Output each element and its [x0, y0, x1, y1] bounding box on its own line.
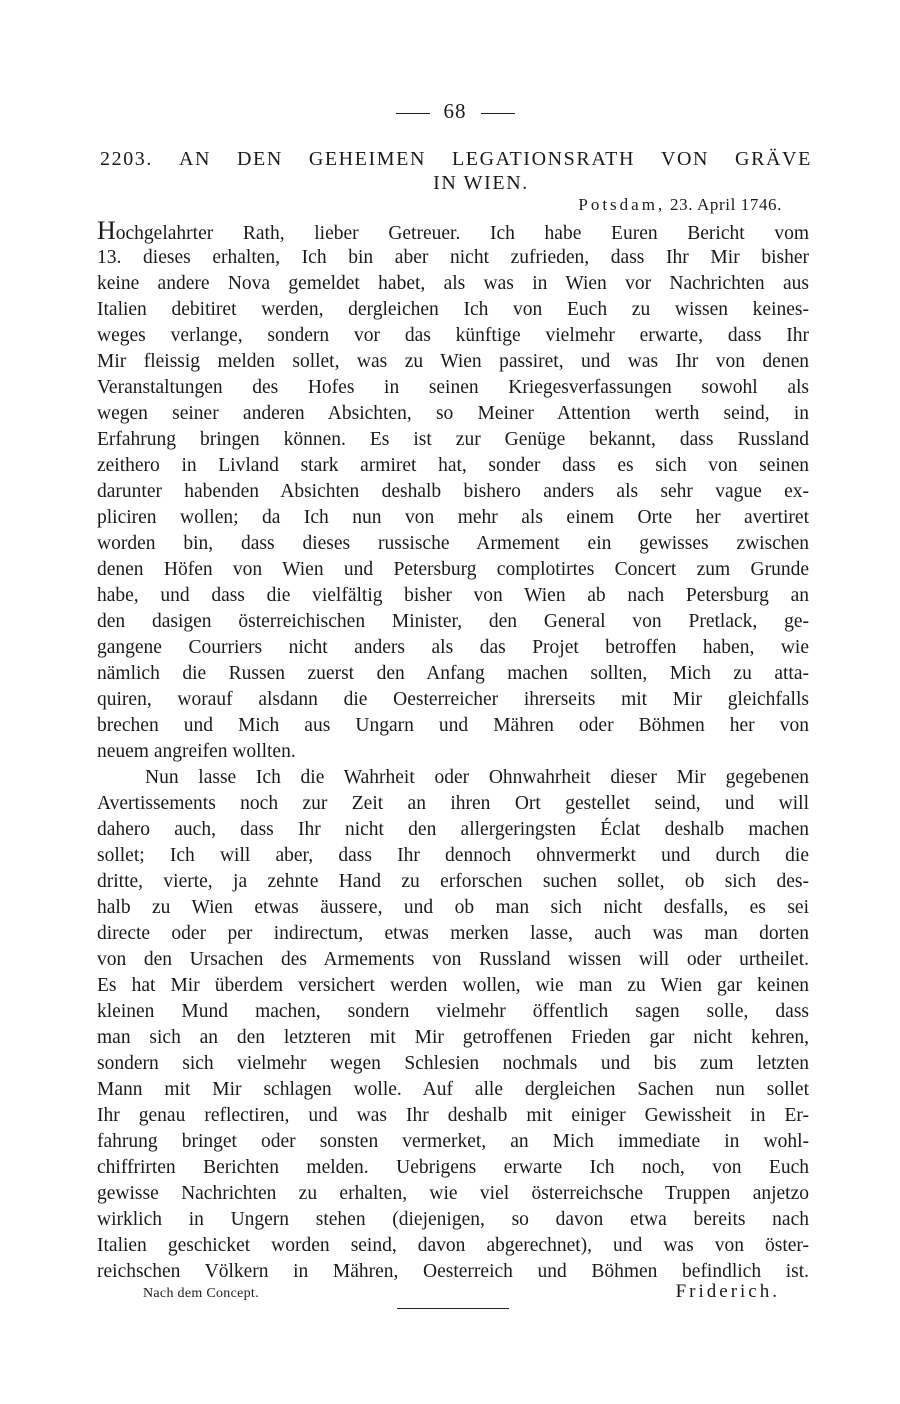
text-line: Nun lasse Ich die Wahrheit oder Ohnwahrheit dieser Mir gegebenen: [145, 767, 809, 788]
heading-word: GRÄVE: [735, 148, 812, 170]
text-line: 13. dieses erhalten, Ich bin aber nicht zufrieden, dass Ihr Mir bisher: [97, 247, 809, 268]
text-line: reichschen Völkern in Mähren, Oesterreich und Böhmen befindlich ist.: [97, 1261, 809, 1282]
text-line: keine andere Nova gemeldet habet, als was in Wien vor Nachrichten aus: [97, 273, 809, 294]
text-line: neuem angreifen wollten.: [97, 741, 296, 762]
source-note: Nach dem Concept.: [143, 1286, 259, 1301]
text-line: directe oder per indirectum, etwas merken lasse, auch was man dorten: [97, 923, 809, 944]
page-number-dash-left: [396, 113, 430, 114]
text-line: pliciren wollen; da Ich nun von mehr als einem Orte her avertiret: [97, 507, 809, 528]
text-line: chiffrirten Berichten melden. Uebrigens erwarte Ich noch, von Euch: [97, 1157, 809, 1178]
page-number-text: 68: [443, 99, 467, 123]
text-line: Avertissements noch zur Zeit an ihren Ort gestellet seind, und will: [97, 793, 809, 814]
text-line: habe, und dass die vielfältig bisher von Wien ab nach Petersburg an: [97, 585, 809, 606]
text-line: wirklich in Ungern stehen (diejenigen, so davon etwa bereits nach: [97, 1209, 809, 1230]
text-line: denen Höfen von Wien und Petersburg complotirtes Concert zum Grunde: [97, 559, 809, 580]
dateline-place: Potsdam,: [578, 195, 666, 214]
end-rule: [397, 1308, 509, 1309]
text-line: worden bin, dass dieses russische Armement ein gewisses zwischen: [97, 533, 809, 554]
text-line: halb zu Wien etwas äussere, und ob man sich nicht desfalls, es sei: [97, 897, 809, 918]
heading-word: AN: [178, 148, 212, 170]
text-line: wegen seiner anderen Absichten, so Meiner Attention werth seind, in: [97, 403, 809, 424]
text-line: kleinen Mund machen, sondern vielmehr öffentlich sagen solle, dass: [97, 1001, 809, 1022]
text-line: zeithero in Livland stark armiret hat, sonder dass es sich von seinen: [97, 455, 809, 476]
heading-word: DEN: [236, 148, 283, 170]
heading-line-2: IN WIEN.: [433, 172, 529, 194]
text-line: brechen und Mich aus Ungarn und Mähren oder Böhmen her von: [97, 715, 809, 736]
page-number: [0, 99, 900, 124]
text-line: gangene Courriers nicht anders als das Projet betroffen haben, wie: [97, 637, 809, 658]
text-line: von den Ursachen des Armements von Russland wissen will oder urtheilet.: [97, 949, 809, 970]
heading-word: VON: [660, 148, 710, 170]
text-line: sondern sich vielmehr wegen Schlesien nochmals und bis zum letzten: [97, 1053, 809, 1074]
text-line: [97, 216, 809, 245]
text-line: Veranstaltungen des Hofes in seinen Kriegesverfassungen sowohl als: [97, 377, 809, 398]
text-line: dritte, vierte, ja zehnte Hand zu erforschen suchen sollet, ob sich des-: [97, 871, 809, 892]
text-line: gewisse Nachrichten zu erhalten, wie viel österreichsche Truppen anjetzo: [97, 1183, 809, 1204]
dateline: [578, 195, 782, 215]
text-line: Mir fleissig melden sollet, was zu Wien passiret, und was Ihr von denen: [97, 351, 809, 372]
text-line: Italien geschicket worden seind, davon abgerechnet), und was von öster-: [97, 1235, 809, 1256]
text-line: Ihr genau reflectiren, und was Ihr deshalb mit einiger Gewissheit in Er-: [97, 1105, 809, 1126]
text-line: Es hat Mir überdem versichert werden wollen, wie man zu Wien gar keinen: [97, 975, 809, 996]
heading-line-1: [100, 147, 812, 171]
letter-heading: [100, 147, 812, 195]
text-line: Mann mit Mir schlagen wolle. Auf alle dergleichen Sachen nun sollet: [97, 1079, 809, 1100]
text-line-content: ochgelahrter Rath, lieber Getreuer. Ich habe Euren Bericht vom: [115, 223, 809, 244]
text-line: Italien debitiret werden, dergleichen Ich von Euch zu wissen keines-: [97, 299, 809, 320]
heading-word: LEGATIONSRATH: [451, 148, 636, 170]
page-number-dash-right: [481, 113, 515, 114]
signature: Friderich.: [675, 1281, 780, 1302]
initial-letter: H: [97, 216, 116, 245]
text-line: Erfahrung bringen können. Es ist zur Genüge bekannt, dass Russland: [97, 429, 809, 450]
text-line: den dasigen österreichischen Minister, den General von Pretlack, ge-: [97, 611, 809, 632]
dateline-date: 23. April 1746.: [670, 195, 782, 214]
text-line: sollet; Ich will aber, dass Ihr dennoch ohnvermerkt und durch die: [97, 845, 809, 866]
text-line: dahero auch, dass Ihr nicht den allergeringsten Éclat deshalb machen: [97, 819, 809, 840]
text-line: quiren, worauf alsdann die Oesterreicher ihrerseits mit Mir gleichfalls: [97, 689, 809, 710]
text-line: nämlich die Russen zuerst den Anfang machen sollten, Mich zu atta-: [97, 663, 809, 684]
text-line: darunter habenden Absichten deshalb bishero anders als sehr vague ex-: [97, 481, 809, 502]
letter-number: 2203.: [100, 148, 153, 170]
text-line: man sich an den letzteren mit Mir getroffenen Frieden gar nicht kehren,: [97, 1027, 809, 1048]
letter-body: [97, 216, 809, 1285]
text-line: fahrung bringet oder sonsten vermerket, an Mich immediate in wohl-: [97, 1131, 809, 1152]
heading-word: GEHEIMEN: [308, 148, 427, 170]
text-line: weges verlange, sondern vor das künftige vielmehr erwarte, dass Ihr: [97, 325, 809, 346]
